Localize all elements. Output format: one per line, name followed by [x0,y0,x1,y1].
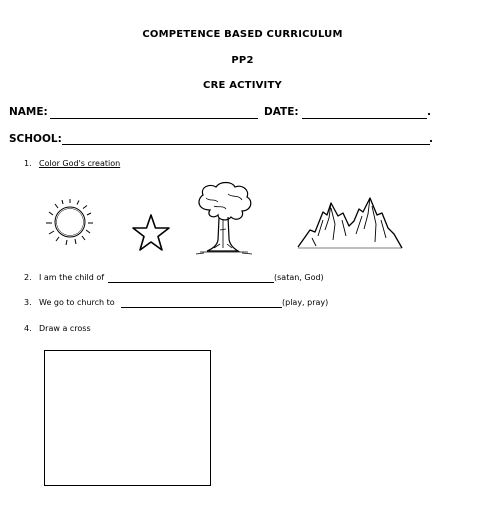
date-field-line[interactable] [302,118,427,119]
question-3-number: 3. [24,298,32,307]
question-3-answer-line[interactable] [121,307,282,308]
name-label: NAME: [9,106,48,118]
question-2-prefix: I am the child of [39,273,105,282]
worksheet-title: COMPETENCE BASED CURRICULUM [142,29,343,40]
date-label: DATE: [264,106,299,118]
question-2-answer-line[interactable] [108,282,274,283]
subject-label: CRE ACTIVITY [203,80,282,91]
school-label: SCHOOL: [9,133,62,145]
question-3-prefix: We go to church to [39,298,115,307]
question-1-number: 1. [24,159,32,168]
grade-label: PP2 [231,55,254,66]
cross-drawing-box[interactable] [44,350,211,486]
name-field-line[interactable] [50,118,258,119]
date-line-end: . [427,106,431,118]
question-2-options: (satan, God) [274,273,324,282]
sun-icon[interactable] [40,198,100,248]
star-icon[interactable] [130,212,172,254]
question-4-number: 4. [24,324,32,333]
mountains-icon[interactable] [296,196,404,252]
question-4-text: Draw a cross [39,324,91,333]
school-line-end: . [429,133,433,145]
tree-icon[interactable] [190,180,258,256]
question-1-text: Color God's creation [39,159,121,168]
school-field-line[interactable] [62,144,430,145]
question-3-options: (play, pray) [282,298,329,307]
question-2-number: 2. [24,273,32,282]
